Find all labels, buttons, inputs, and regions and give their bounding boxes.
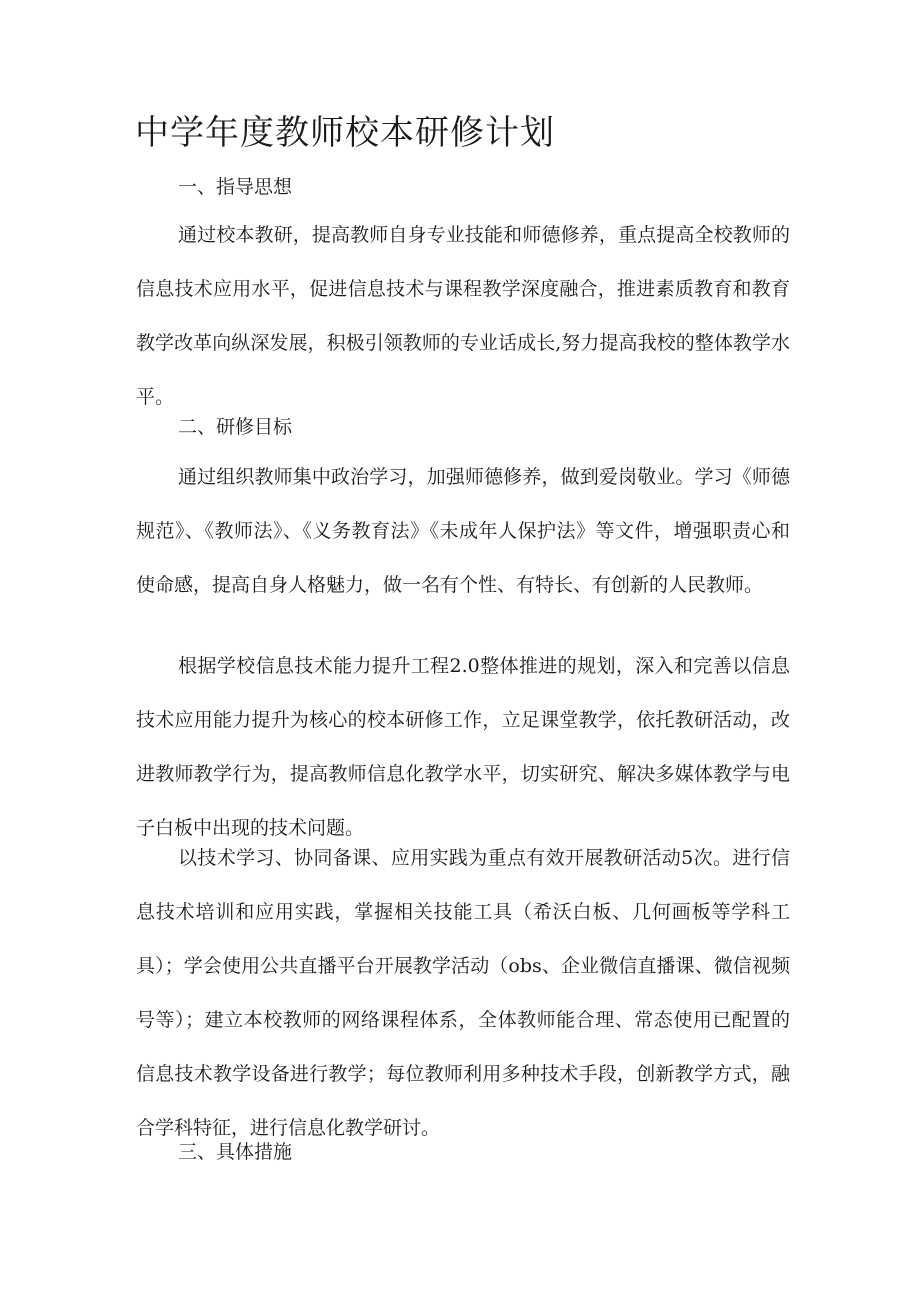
- section-heading-guiding-ideology: 一、指导思想: [178, 176, 293, 198]
- section-heading-specific-measures: 三、具体措施: [178, 1141, 293, 1163]
- document-title: 中学年度教师校本研修计划: [135, 113, 555, 153]
- paragraph-ethics-study: 通过组织教师集中政治学习，加强师德修养，做到爱岗敬业。学习《师德规范》、《教师法》、《义务教育法》《未成年人保护法》等文件，增强职责心和使命感，提高自身人格魅力，做一名有个性、有特长、有创新的人民教师。: [136, 466, 790, 596]
- paragraph-guiding-ideology: 通过校本教研，提高教师自身专业技能和师德修养，重点提高全校教师的信息技术应用水平，促进信息技术与课程教学深度融合，推进素质教育和教育教学改革向纵深发展，积极引领教师的专业话成长,努力提高我校的整体教学水平。: [136, 224, 790, 408]
- paragraph-it-capability: 根据学校信息技术能力提升工程2.0整体推进的规划，深入和完善以信息技术应用能力提升为核心的校本研修工作，立足课堂教学，依托教研活动，改进教师教学行为，提高教师信息化教学水平，切实研究、解决多媒体教学与电子白板中出现的技术问题。: [136, 655, 790, 839]
- section-heading-training-goals: 二、研修目标: [178, 416, 293, 438]
- paragraph-teaching-activities: 以技术学习、协同备课、应用实践为重点有效开展教研活动5次。进行信息技术培训和应用实践，掌握相关技能工具（希沃白板、几何画板等学科工具）；学会使用公共直播平台开展教学活动（obs、企业微信直播课、微信视频号等）；建立本校教师的网络课程体系，全体教师能合理、常态使用已配置的信息技术教学设备进行教学；每位教师利用多种技术手段，创新教学方式，融合学科特征，进行信息化教学研讨。: [136, 847, 790, 1139]
